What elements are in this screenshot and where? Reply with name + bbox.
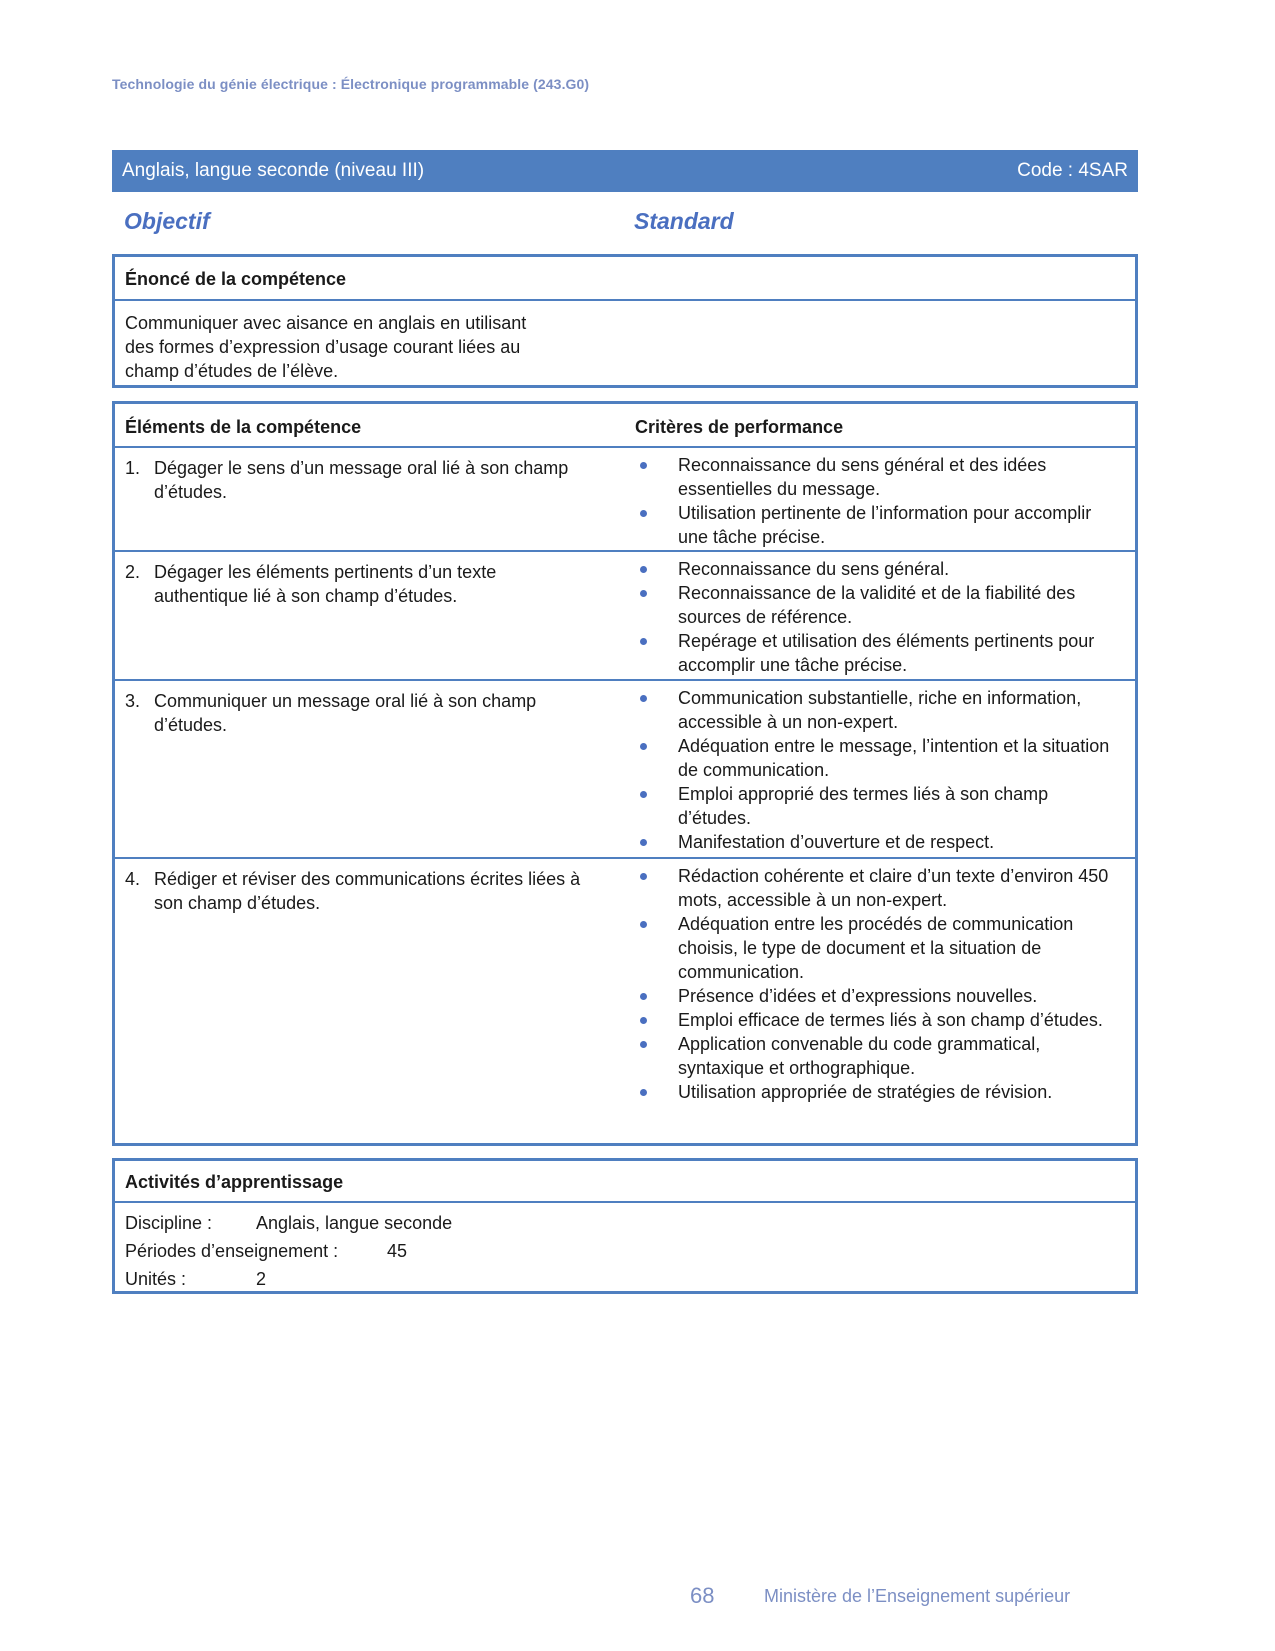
element-text: Dégager les éléments pertinents d’un texte authentique lié à son champ d’études.	[154, 562, 497, 606]
criterion-text: Emploi efficace de termes liés à son champ d’études.	[678, 1010, 1103, 1030]
criterion-text: Adéquation entre le message, l’intention et la situation de communication.	[678, 736, 1110, 780]
criterion-text: Rédaction cohérente et claire d’un texte d’environ 450 mots, accessible à un non-expert.	[678, 866, 1109, 910]
statement-line: champ d’études de l’élève.	[125, 361, 339, 381]
criterion-item	[635, 1080, 1125, 1104]
elements-table-header	[115, 404, 1135, 448]
course-title-bar	[112, 150, 1138, 192]
criterion-item	[635, 557, 1125, 581]
criterion-item	[635, 1032, 1125, 1080]
element-row	[115, 448, 1135, 552]
discipline-line	[125, 1213, 453, 1234]
criteria-heading: Critères de performance	[635, 417, 844, 437]
criterion-item	[635, 782, 1125, 830]
bullet-icon	[640, 1089, 647, 1096]
statement-line: Communiquer avec aisance en anglais en utilisant	[125, 313, 527, 333]
footer-organization: Ministère de l’Enseignement supérieur	[764, 1586, 1071, 1606]
element-row	[115, 859, 1135, 1143]
criterion-item	[635, 830, 1125, 854]
activities-heading: Activités d’apprentissage	[115, 1161, 1135, 1203]
element-number: 3.	[125, 691, 141, 711]
units-line	[125, 1269, 267, 1290]
criteria-list	[635, 686, 1125, 854]
criterion-item	[635, 629, 1125, 677]
criterion-text: Reconnaissance du sens général.	[678, 559, 950, 579]
criteria-list	[635, 864, 1125, 1104]
criterion-text: Utilisation appropriée de stratégies de révision.	[678, 1082, 1053, 1102]
criterion-text: Reconnaissance de la validité et de la fiabilité des sources de référence.	[678, 583, 1076, 627]
bullet-icon	[640, 1017, 647, 1024]
criteria-list	[635, 557, 1125, 677]
bullet-icon	[640, 1041, 647, 1048]
bullet-icon	[640, 510, 647, 517]
criterion-item	[635, 734, 1125, 782]
criteria-list	[635, 453, 1125, 549]
statement-line: des formes d’expression d’usage courant liées au	[125, 337, 521, 357]
units-value: 2	[256, 1269, 267, 1289]
bullet-icon	[640, 743, 647, 750]
bullet-icon	[640, 791, 647, 798]
element-text: Communiquer un message oral lié à son champ d’études.	[154, 691, 537, 735]
units-label: Unités :	[125, 1269, 187, 1289]
competence-statement-text	[115, 301, 615, 383]
standard-label: Standard	[634, 208, 734, 234]
criterion-text: Reconnaissance du sens général et des idées essentielles du message.	[678, 455, 1047, 499]
bullet-icon	[640, 993, 647, 1000]
criterion-item	[635, 912, 1125, 984]
competence-statement-box	[112, 254, 1138, 388]
objective-label: Objectif	[124, 208, 210, 234]
bullet-icon	[640, 566, 647, 573]
criterion-item	[635, 686, 1125, 734]
criterion-text: Repérage et utilisation des éléments pertinents pour accomplir une tâche précise.	[678, 631, 1095, 675]
competence-statement-heading: Énoncé de la compétence	[115, 257, 1135, 301]
page-number: 68	[690, 1583, 715, 1608]
criterion-item	[635, 501, 1125, 549]
criterion-item	[635, 581, 1125, 629]
course-title: Anglais, langue seconde (niveau III)	[122, 160, 425, 181]
discipline-label: Discipline :	[125, 1213, 213, 1233]
elements-heading: Éléments de la compétence	[125, 417, 362, 437]
criterion-item	[635, 453, 1125, 501]
criterion-text: Application convenable du code grammatical, syntaxique et orthographique.	[678, 1034, 1041, 1078]
criterion-item	[635, 1008, 1125, 1032]
element-text: Rédiger et réviser des communications écrites liées à son champ d’études.	[154, 869, 581, 913]
discipline-value: Anglais, langue seconde	[256, 1213, 453, 1233]
bullet-icon	[640, 695, 647, 702]
competence-elements-table	[112, 401, 1138, 1146]
criterion-text: Emploi approprié des termes liés à son champ d’études.	[678, 784, 1049, 828]
bullet-icon	[640, 638, 647, 645]
element-number: 4.	[125, 869, 141, 889]
criterion-text: Adéquation entre les procédés de communication choisis, le type de document et la situation de communication.	[678, 914, 1074, 982]
bullet-icon	[640, 462, 647, 469]
criterion-text: Utilisation pertinente de l’information pour accomplir une tâche précise.	[678, 503, 1092, 547]
bullet-icon	[640, 839, 647, 846]
course-code: Code : 4SAR	[1017, 160, 1128, 181]
element-number: 2.	[125, 562, 141, 582]
bullet-icon	[640, 873, 647, 880]
periods-label: Périodes d’enseignement :	[125, 1241, 339, 1261]
criterion-text: Présence d’idées et d’expressions nouvelles.	[678, 986, 1038, 1006]
element-row	[115, 681, 1135, 859]
learning-activities-box	[112, 1158, 1138, 1294]
criterion-text: Manifestation d’ouverture et de respect.	[678, 832, 995, 852]
periods-value: 45	[387, 1241, 408, 1261]
element-number: 1.	[125, 458, 141, 478]
bullet-icon	[640, 590, 647, 597]
criterion-text: Communication substantielle, riche en information, accessible à un non-expert.	[678, 688, 1082, 732]
periods-line	[125, 1241, 408, 1262]
element-text: Dégager le sens d’un message oral lié à son champ d’études.	[154, 458, 569, 502]
criterion-item	[635, 984, 1125, 1008]
criterion-item	[635, 864, 1125, 912]
program-header: Technologie du génie électrique : Électronique programmable (243.G0)	[112, 76, 590, 92]
element-row	[115, 552, 1135, 681]
bullet-icon	[640, 921, 647, 928]
